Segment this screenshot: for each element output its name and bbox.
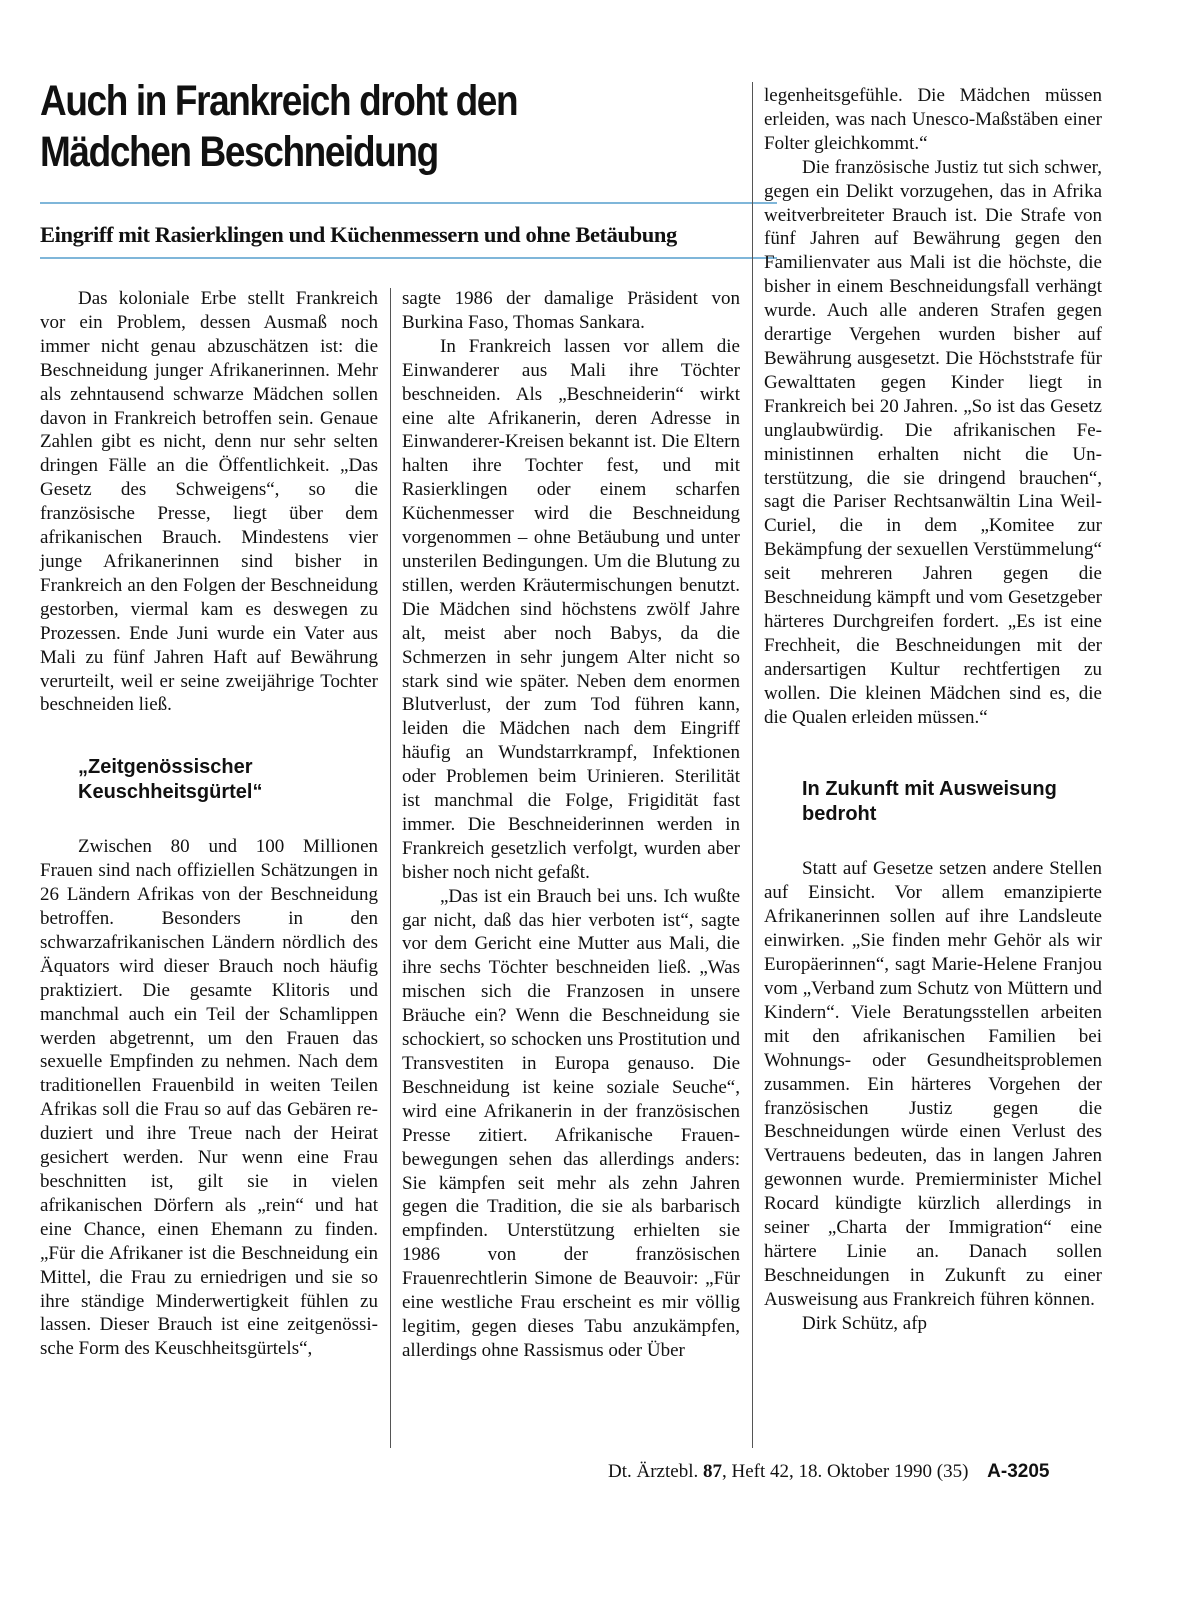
paragraph: Die französische Justiz tut sich schwer, gegen ein Delikt vorzugehen, das in Afrika weitverbreiteter Brauch ist. Die Strafe von fünf Jahren auf Bewährung gegen den Familienvater aus Mali ist die höchste, die bisher in einem Beschneidungsfall verhängt wurde. Auch alle anderen Strafen gegen derartige Vergehen wurden bisher auf Bewährung ausgesetzt. Die Höchststrafe für Gewalttaten gegen Kinder liegt in Frankreich bei 20 Jahren. „So ist das Gesetz unglaubwürdig. Die afrikanischen Feministinnen erhalten nicht die Unterstützung, die sie dringend brauchen“, sagt die Pariser Rechtsanwältin Lina Weil-Curiel, die in dem „Komitee zur Bekämpfung der sexuellen Verstümmelung“ seit mehreren Jahren gegen die Beschneidung kämpft und vom Gesetzgeber härteres Durchgreifen fordert. „Es ist eine Frechheit, die Beschneidungen mit der andersartigen Kultur rechtfertigen zu wollen. Die kleinen Mädchen sind es, die die Qualen erleiden müssen.“: [764, 156, 1102, 728]
paragraph: legenheitsgefühle. Die Mädchen müssen erleiden, was nach Unesco-Maßstäben einer Folter gleichkommt.“: [764, 85, 1102, 154]
page-footer: [608, 1461, 1050, 1483]
article-subtitle: Eingriff mit Rasierklingen und Küchenmessern und ohne Betäubung: [40, 222, 677, 247]
title-rule-top: [40, 202, 777, 204]
journal-volume: 87: [702, 1461, 722, 1482]
article-title: Auch in Frankreich droht den Mädchen Beschneidung: [40, 77, 518, 176]
page-number: A-3205: [987, 1461, 1050, 1482]
column-1: [40, 287, 378, 1361]
subtitle-rule-bottom: [40, 257, 777, 259]
author-byline: Dirk Schütz, afp: [802, 1312, 928, 1334]
journal-issue: , Heft 42, 18. Oktober 1990 (35): [721, 1461, 969, 1482]
column-3: [764, 84, 1102, 1336]
paragraph: Statt auf Gesetze setzen andere Stellen auf Einsicht. Vor allem emanzipierte Afrikanerinnen sollen auf ihre Landsleute einwirken. „Sie finden mehr Gehör als wir Europäerinnen“, sagt Marie-Helene Franjou vom „Verband zum Schutz von Müttern und Kindern“. Viele Beratungsstellen arbeiten mit den afrikanischen Familien bei Wohnungs- oder Gesundheitsproblemen zusammen. Ein härteres Vorgehen der französischen Justiz gegen die Beschneidungen würde einen Verlust des Vertrauens bedeuten, das in langen Jahren gewonnen wurde. Premierminister Michel Rocard kündigte kürzlich allerdings in seiner „Charta der Immigration“ eine härtere Linie an. Danach sollen Beschneidungen in Zukunft zu einer Ausweisung aus Frankreich führen können.: [764, 858, 1102, 1310]
paragraph: sagte 1986 der damalige Präsident von Burkina Faso, Thomas Sankara.: [402, 288, 740, 333]
paragraph: In Frankreich lassen vor allem die Einwanderer aus Mali ihre Töchter beschneiden. Als „Beschneiderin“ wirkt eine alte Afrikanerin, deren Adresse in Einwanderer-Kreisen bekannt ist. Die Eltern halten ihre Tochter fest, und mit Rasierklingen oder einem scharfen Küchenmesser wird die Beschneidung vorgenommen – ohne Betäubung und unter unsterilen Bedingungen. Um die Blutung zu stillen, werden Kräutermischungen benutzt. Die Mädchen sind höchstens zwölf Jahre alt, meist aber noch Babys, da die Schmerzen in sehr jungem Alter nicht so stark sind wie später. Neben dem enormen Blutverlust, der zum Tod führen kann, leiden die Mädchen nach dem Eingriff häufig an Wundstarrkrampf, Infektionen oder Problemen beim Urinieren. Sterilität ist manchmal die Folge, Frigidität fast immer. Die Beschneiderinnen werden in Frankreich gesetzlich verfolgt, wurden aber bisher noch nicht gefaßt.: [402, 335, 740, 883]
section-heading: In Zukunft mit Ausweisung bedroht: [802, 778, 1057, 826]
section-heading: „Zeitgenössischer Keuschheitsgürtel“: [78, 756, 263, 804]
paragraph: „Das ist ein Brauch bei uns. Ich wußte gar nicht, daß das hier verboten ist“, sagte vor dem Gericht eine Mutter aus Mali, die ihre sechs Töchter beschneiden ließ. „Was mischen sich die Franzosen in unsere Bräuche ein? Wenn die Beschneidung sie schockiert, so schocken uns Prostitution und Transvestiten in Europa genauso. Die Beschneidung ist keine soziale Seuche“, wird eine Afrikanerin in der französischen Presse zitiert. Afrikanische Frauenbewegungen sehen das allerdings anders: Sie kämpfen seit mehr als zehn Jahren gegen die Tradition, die sie als barbarisch empfinden. Unterstützung erhielten sie 1986 von der französischen Frauenrechtlerin Simone de Beauvoir: „Für eine westliche Frau erscheint es mir völlig legitim, gegen dieses Tabu anzukämpfen, allerdings ohne Rassismus oder Über: [402, 885, 740, 1361]
column-divider-1: [390, 288, 391, 1448]
column-2: [402, 287, 740, 1363]
column-divider-2: [752, 82, 753, 1448]
journal-name: Dt. Ärztebl.: [608, 1461, 699, 1482]
paragraph: Zwischen 80 und 100 Millionen Frauen sind nach offiziellen Schätzungen in 26 Ländern Afrikas von der Beschneidung betroffen. Besonders in den schwarzafrikanischen Ländern nördlich des Äquators wird dieser Brauch noch häufig praktiziert. Die gesamte Klitoris und manchmal auch ein Teil der Schamlippen werden abgetrennt, um den Frauen das sexuelle Empfinden zu nehmen. Nach dem traditionellen Frauenbild in weiten Teilen Afrikas soll die Frau so auf das Gebären reduziert und ihre Treue nach der Heirat gesichert werden. Nur wenn eine Frau beschnitten ist, gilt sie in vielen afrikanischen Dörfern als „rein“ und hat eine Chance, einen Ehemann zu finden. „Für die Afrikaner ist die Beschneidung ein Mittel, die Frau zu erniedrigen und sie so ihre ständige Minderwertigkeit fühlen zu lassen. Dieser Brauch ist eine zeitgenössische Form des Keuschheitsgürtels“,: [40, 836, 378, 1360]
paragraph: Das koloniale Erbe stellt Frankreich vor ein Problem, dessen Ausmaß noch immer nicht genau abzuschätzen ist: die Beschneidung junger Afrikanerinnen. Mehr als zehntausend schwarze Mädchen sollen davon in Frankreich betroffen sein. Genaue Zahlen gibt es nicht, denn nur sehr selten dringen Fälle an die Öffentlichkeit. „Das Gesetz des Schweigens“, so die französische Presse, liegt über dem afrikanischen Brauch. Mindestens vier junge Afrikanerinnen sind bisher in Frankreich an den Folgen der Beschneidung gestorben, viermal kam es deswegen zu Prozessen. Ende Juni wurde ein Vater aus Mali zu fünf Jahren Haft auf Bewährung verurteilt, weil er seine zweijährige Tochter beschneiden ließ.: [40, 288, 378, 716]
